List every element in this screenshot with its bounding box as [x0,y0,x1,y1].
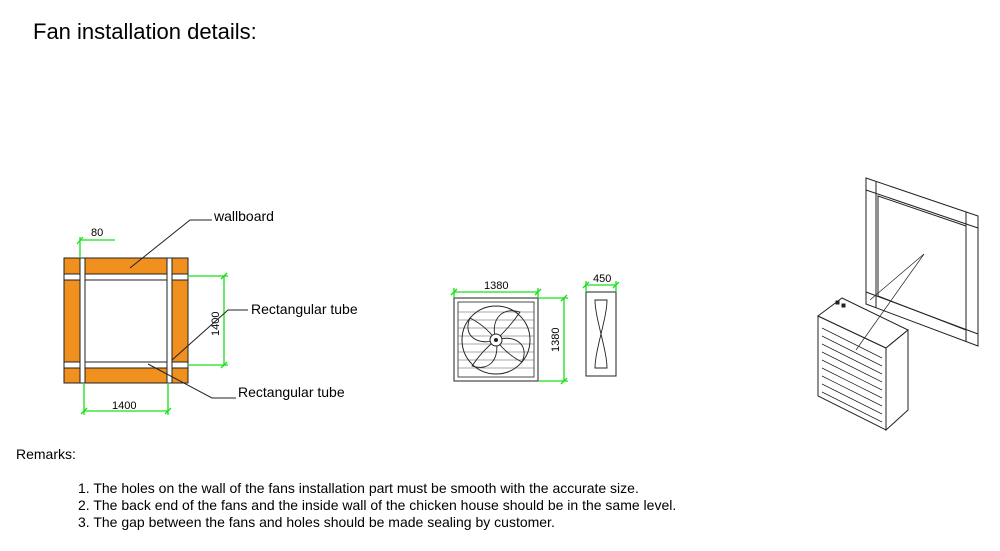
remarks-heading: Remarks: [16,446,76,462]
dimension-border-value: 80 [91,227,104,239]
remark-item: 3. The gap between the fans and holes should be made sealing by customer. [78,514,555,530]
remarks-list [78,480,676,531]
remark-item: 2. The back end of the fans and the inside wall of the chicken house should be in the same level. [78,497,677,513]
wallboard-label: wallboard [214,208,274,224]
wall-frame-diagram [64,208,358,415]
dimension-width-value: 1400 [112,400,137,412]
fan-depth-value: 450 [593,273,612,285]
rectangular-tube-label-lower: Rectangular tube [238,384,345,400]
dimension-height-value: 1400 [210,311,222,336]
rectangular-tube-label-upper: Rectangular tube [251,301,358,317]
fan-side-view [586,292,616,376]
page-title: Fan installation details: [33,19,257,44]
remark-item: 1. The holes on the wall of the fans installation part must be smooth with the accurate size. [78,480,639,496]
isometric-view [818,178,978,430]
dimension-border [77,237,115,258]
dimension-height [188,273,228,368]
fan-front-view [454,298,538,381]
fan-width-value: 1380 [484,280,509,292]
fan-height-value: 1380 [550,327,562,352]
